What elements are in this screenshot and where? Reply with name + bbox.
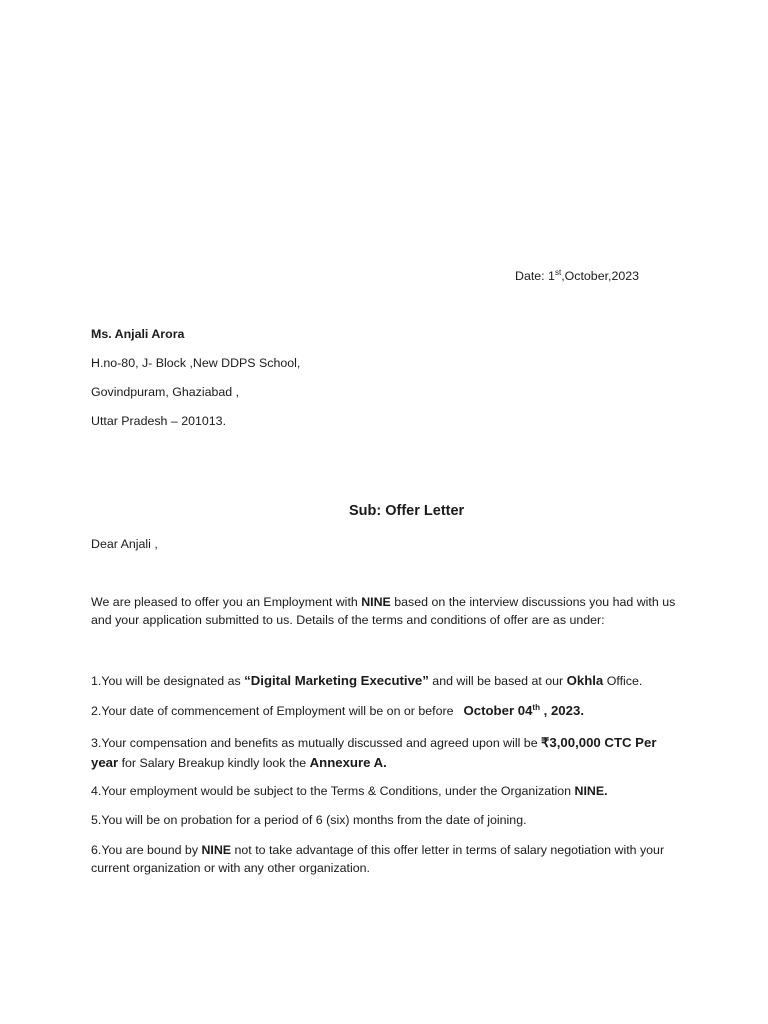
term-1-text-2: and will be based at our (428, 674, 567, 688)
term-1 (91, 672, 681, 690)
intro-text-1: We are pleased to offer you an Employment with (91, 595, 362, 609)
term-5 (91, 811, 681, 829)
joining-date-day: October 04 (463, 703, 533, 718)
recipient-address-line-1: H.no-80, J- Block ,New DDPS School, (91, 356, 301, 370)
term-5-text: 5.You will be on probation for a period of 6 (six) months from the date of joining. (91, 813, 527, 827)
job-title: “Digital Marketing Executive” (244, 673, 429, 688)
letter-subject: Sub: Offer Letter (349, 503, 465, 519)
office-location: Okhla (566, 673, 604, 688)
intro-text-2: based on the interview discussions you had with us and your application submitted to us. Details of the terms and conditions of offer are as under: (91, 595, 676, 627)
organization-name-2: NINE (201, 843, 232, 857)
annexure-reference: Annexure A. (309, 755, 387, 770)
term-1-text-1: 1.You will be designated as (91, 674, 245, 688)
joining-date-year: , 2023. (539, 703, 584, 718)
joining-date-ordinal: th (532, 703, 540, 712)
term-3 (91, 733, 681, 773)
term-2-text: 2.Your date of commencement of Employment will be on or before (91, 704, 454, 718)
ctc-amount: ₹3,00,000 CTC Per year (91, 735, 657, 770)
salutation: Dear Anjali , (91, 537, 158, 551)
recipient-address-line-3: Uttar Pradesh – 201013. (91, 414, 227, 428)
term-3-text-1: 3.Your compensation and benefits as mutually discussed and agreed upon will be (91, 736, 542, 750)
intro-paragraph (91, 593, 681, 629)
term-6-text-2: not to take advantage of this offer letter in terms of salary negotiation with your current organization or with any other organization. (91, 843, 665, 875)
term-6-text-1: 6.You are bound by (91, 843, 202, 857)
date-prefix: Date: 1 (515, 269, 555, 283)
recipient-address-line-2: Govindpuram, Ghaziabad , (91, 385, 240, 399)
term-4-text: 4.Your employment would be subject to the Terms & Conditions, under the Organization (91, 784, 575, 798)
recipient-name: Ms. Anjali Arora (91, 327, 185, 341)
term-6 (91, 841, 681, 877)
date-ordinal: st (554, 268, 562, 277)
term-4 (91, 782, 681, 800)
organization-name: NINE. (574, 784, 608, 798)
company-name: NINE (361, 595, 391, 609)
term-3-text-2: for Salary Breakup kindly look the (118, 756, 310, 770)
letter-date (515, 269, 639, 283)
date-suffix: ,October,2023 (561, 269, 640, 283)
term-1-text-3: Office. (603, 674, 643, 688)
term-2 (91, 702, 681, 720)
